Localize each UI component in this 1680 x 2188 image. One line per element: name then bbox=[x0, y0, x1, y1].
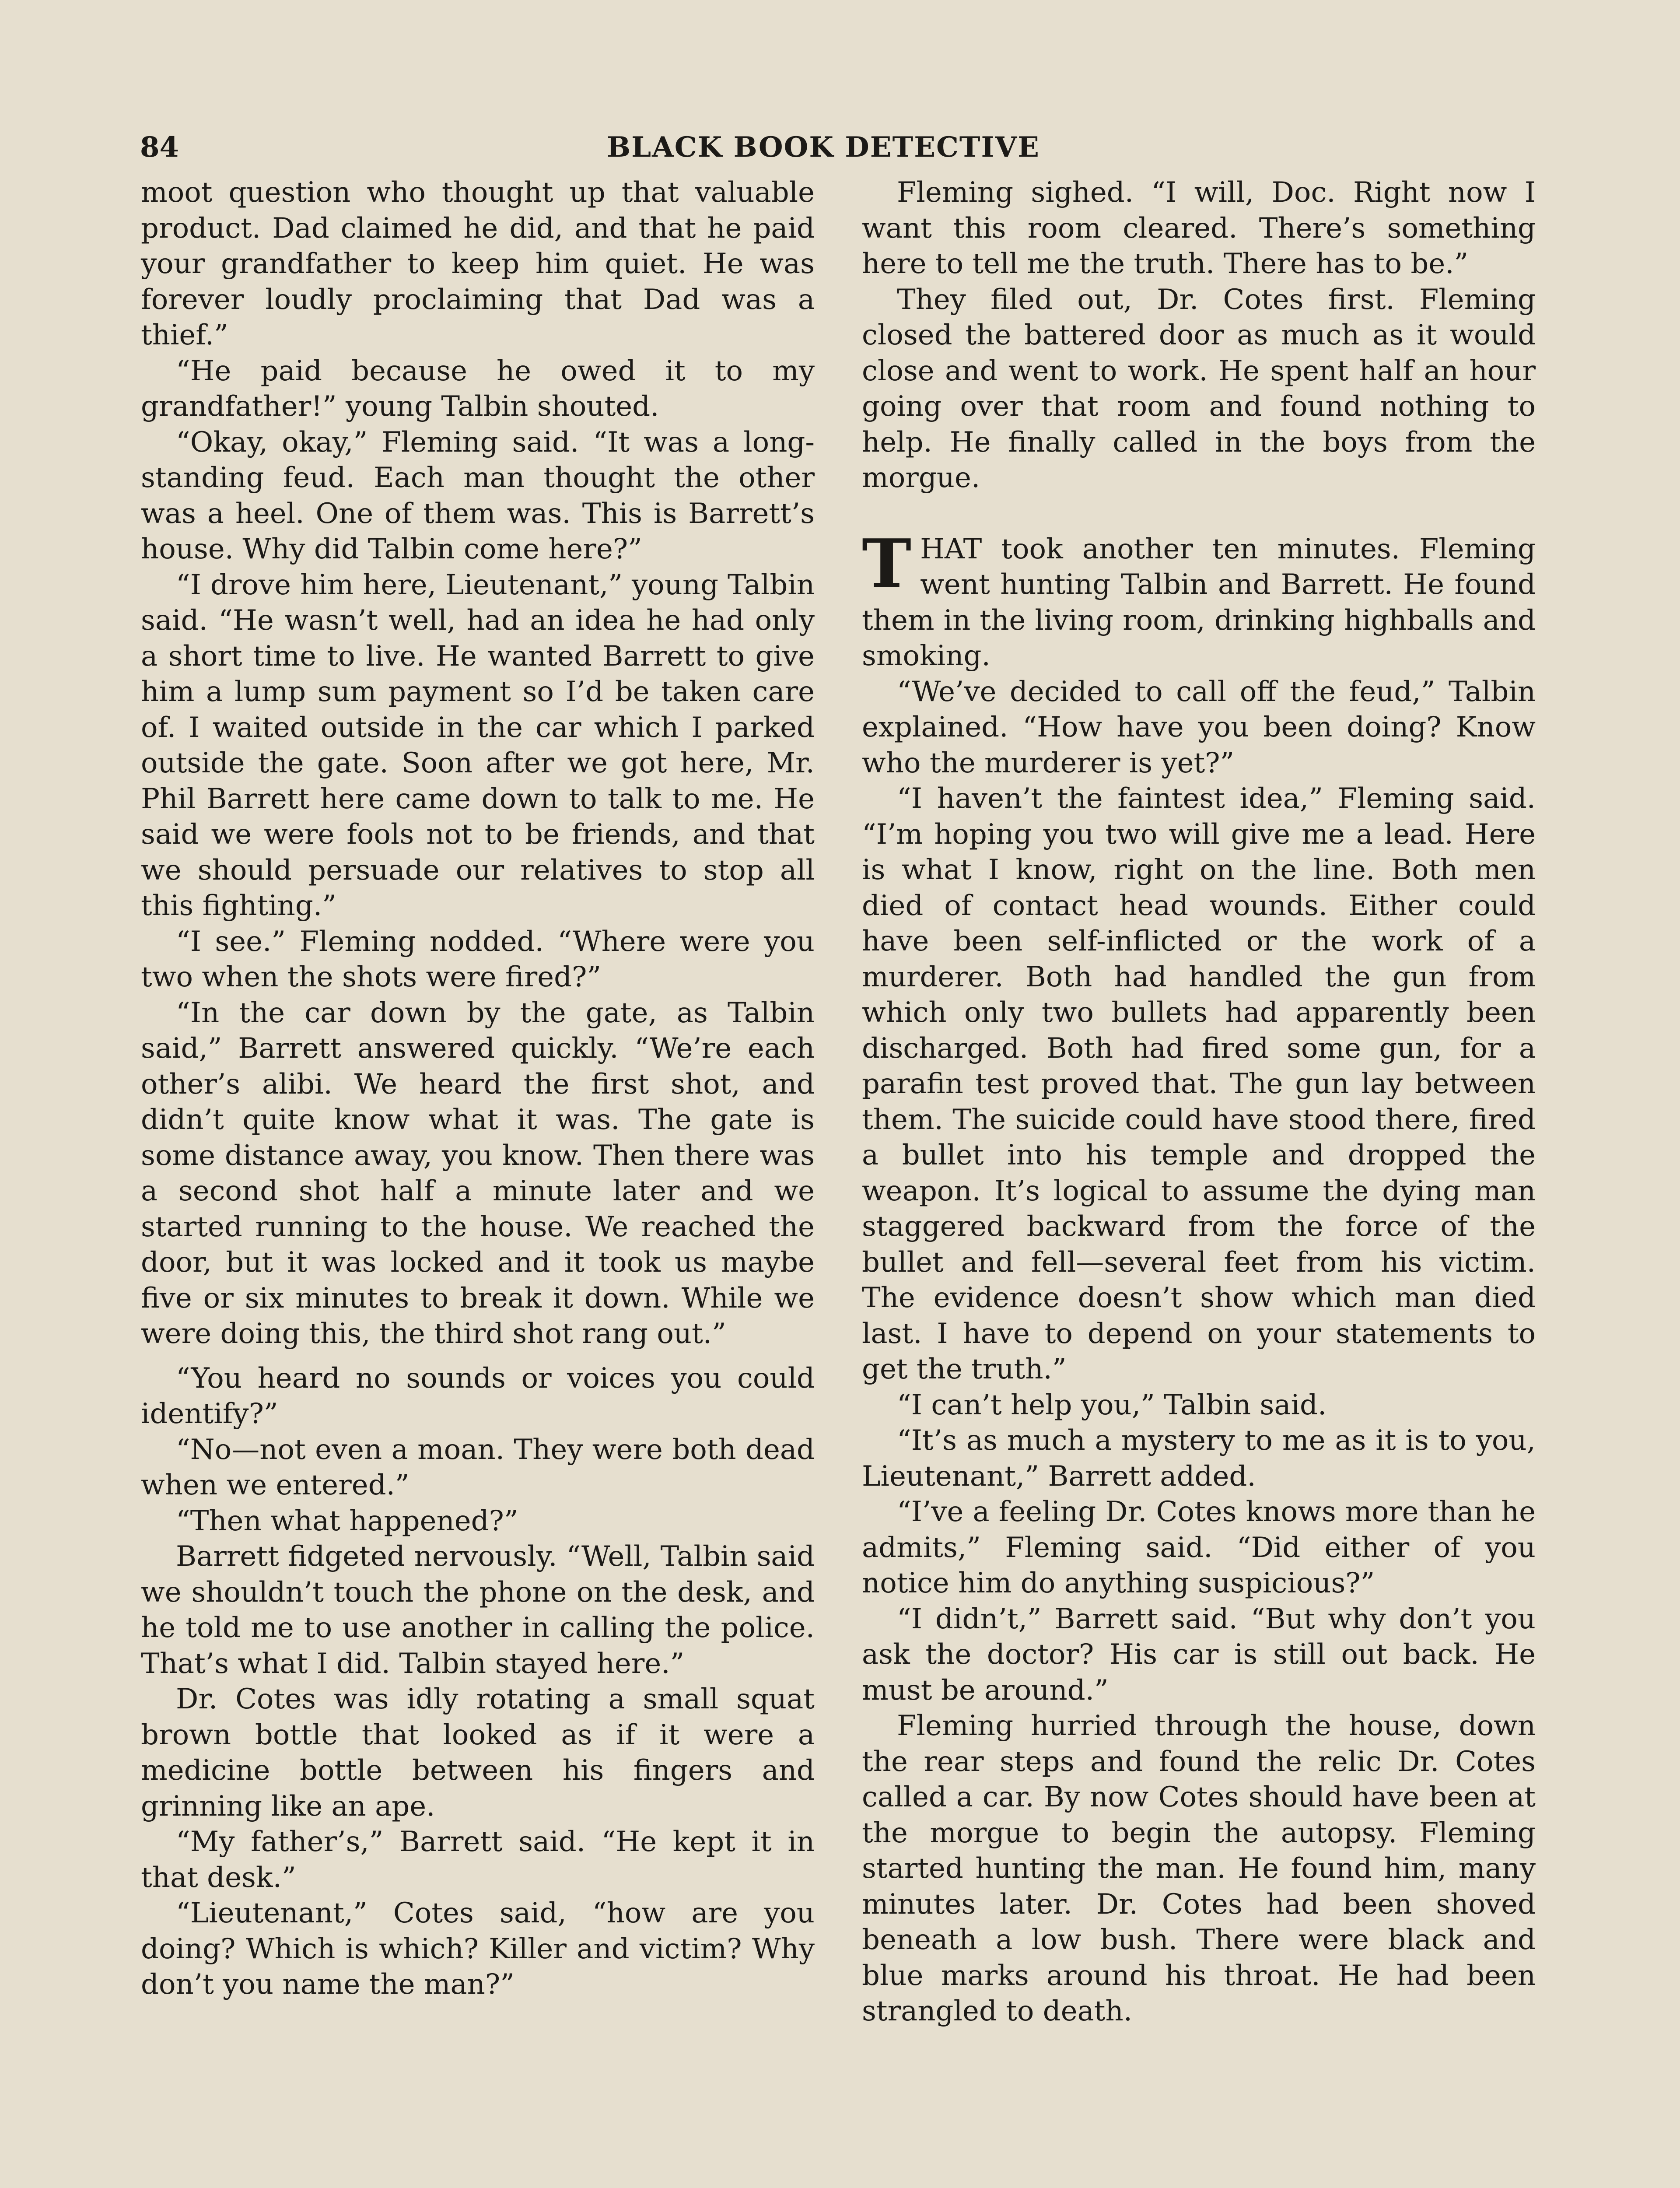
paragraph: “I can’t help you,” Talbin said. bbox=[897, 1389, 1327, 1421]
paragraph: “It’s as much a mystery to me as it is to you, Lieutenant,” Barrett added. bbox=[862, 1424, 1536, 1493]
page-number: 84 bbox=[140, 131, 179, 164]
paragraph: “No—not even a moan. They were both dead when we entered.” bbox=[141, 1433, 815, 1501]
paragraph: Fleming sighed. “I will, Doc. Right now I want this room cleared. There’s something here to tell me the truth. There has to be.” bbox=[862, 176, 1536, 280]
paragraph: “We’ve decided to call off the feud,” Talbin explained. “How have you been doing? Know who the murderer is yet?” bbox=[862, 675, 1536, 779]
paragraph: moot question who thought up that valuable product. Dad claimed he did, and that he paid your grandfather to keep him quiet. He was forever loudly proclaiming that Dad was a thief.” bbox=[141, 176, 815, 351]
paragraph: “I haven’t the faintest idea,” Fleming said. “I’m hoping you two will give me a lead. Here is what I know, right on the line. Both men died of contact head wounds. Either could have been self-inflicted or the work of a murderer. Both had handled the gun from which only two bullets had apparently been discharged. Both had fired some gun, for a parafin test proved that. The gun lay between them. The suicide could have stood there, fired a bullet into his temple and dropped the weapon. It’s logical to assume the dying man staggered backward from the force of the bullet and fell—several feet from his victim. The evidence doesn’t show which man died last. I have to depend on your statements to get the truth.” bbox=[862, 782, 1536, 1385]
left-column bbox=[141, 175, 815, 2003]
running-title: BLACK BOOK DETECTIVE bbox=[607, 131, 1040, 164]
paragraph: Dr. Cotes was idly rotating a small squat brown bottle that looked as if it were a medicine bottle between his fingers and grinning like an ape. bbox=[141, 1683, 815, 1823]
section-opening-text: HAT took another ten minutes. Fleming went hunting Talbin and Barrett. He found them in the living room, drinking highballs and smoking. bbox=[862, 533, 1536, 672]
paragraph: Barrett fidgeted nervously. “Well, Talbin said we shouldn’t touch the phone on the desk, and he told me to use another in calling the police. That’s what I did. Talbin stayed here.” bbox=[141, 1540, 815, 1680]
paragraph: “Okay, okay,” Fleming said. “It was a long-standing feud. Each man thought the other was a heel. One of them was. This is Barrett’s house. Why did Talbin come here?” bbox=[141, 426, 815, 565]
paragraph: “I’ve a feeling Dr. Cotes knows more than he admits,” Fleming said. “Did either of you notice him do anything suspicious?” bbox=[862, 1496, 1536, 1599]
drop-cap: T bbox=[862, 524, 912, 603]
paragraph: They filed out, Dr. Cotes first. Fleming closed the battered door as much as it would close and went to work. He spent half an hour going over that room and found nothing to help. He finally called in the boys from the morgue. bbox=[862, 283, 1536, 494]
paragraph: “Then what happened?” bbox=[176, 1504, 518, 1537]
paragraph: “I drove him here, Lieutenant,” young Talbin said. “He wasn’t well, had an idea he had only a short time to live. He wanted Barrett to give him a lump sum payment so I’d be taken care of. I waited outside in the car which I parked outside the gate. Soon after we got here, Mr. Phil Barrett here came down to talk to me. He said we were fools not to be friends, and that we should persuade our relatives to stop all this fighting.” bbox=[141, 568, 815, 922]
paragraph: “He paid because he owed it to my grandfather!” young Talbin shouted. bbox=[141, 354, 815, 423]
paragraph: “I see.” Fleming nodded. “Where were you two when the shots were fired?” bbox=[141, 925, 815, 993]
paragraph: “You heard no sounds or voices you could identify?” bbox=[141, 1362, 815, 1430]
paragraph: “I didn’t,” Barrett said. “But why don’t you ask the doctor? His car is still out back. He must be around.” bbox=[862, 1602, 1536, 1707]
paragraph: “Lieutenant,” Cotes said, “how are you doing? Which is which? Killer and victim? Why don’t you name the man?” bbox=[141, 1897, 815, 2001]
paragraph: “My father’s,” Barrett said. “He kept it in that desk.” bbox=[141, 1826, 815, 1894]
section-opening-paragraph bbox=[862, 524, 1536, 674]
right-column bbox=[862, 175, 1536, 2030]
page-header bbox=[140, 128, 1540, 176]
paragraph: “In the car down by the gate, as Talbin said,” Barrett answered quickly. “We’re each other’s alibi. We heard the first shot, and didn’t quite know what it was. The gate is some distance away, you know. Then there was a second shot half a minute later and we started running to the house. We reached the door, but it was locked and it took us maybe five or six minutes to break it down. While we were doing this, the third shot rang out.” bbox=[141, 996, 815, 1350]
paragraph: Fleming hurried through the house, down the rear steps and found the relic Dr. Cotes called a car. By now Cotes should have been at the morgue to begin the autopsy. Fleming started hunting the man. He found him, many minutes later. Dr. Cotes had been shoved beneath a low bush. There were black and blue marks around his throat. He had been strangled to death. bbox=[862, 1710, 1536, 2027]
